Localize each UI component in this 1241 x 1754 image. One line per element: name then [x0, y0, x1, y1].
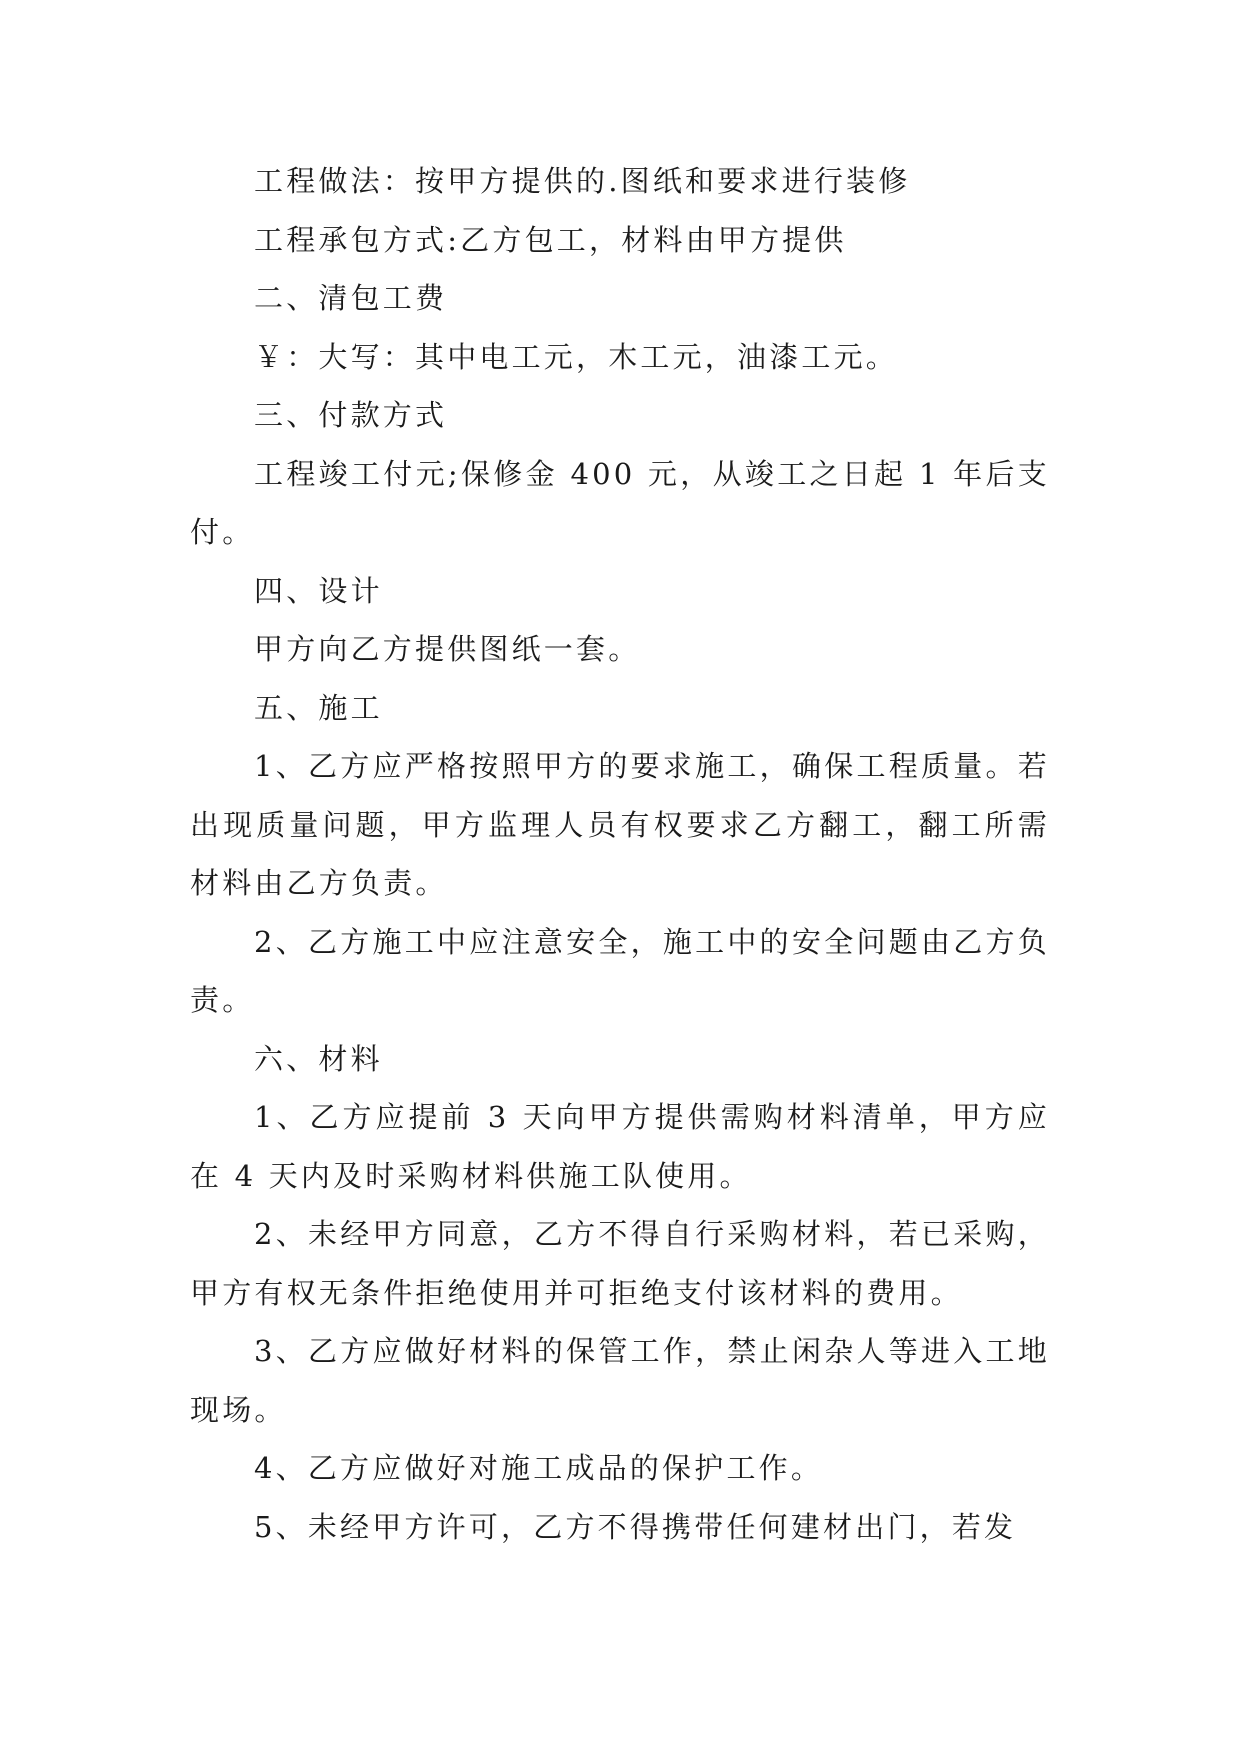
- paragraph-materials-3: 3、乙方应做好材料的保管工作，禁止闲杂人等进入工地现场。: [190, 1334, 1050, 1427]
- paragraph-payment-terms: 工程竣工付元;保修金 400 元，从竣工之日起 1 年后支付。: [190, 456, 1050, 549]
- paragraph-construction-2: 2、乙方施工中应注意安全，施工中的安全问题由乙方负责。: [190, 924, 1050, 1017]
- section-heading-design: 四、设计: [254, 573, 383, 608]
- paragraph-construction-1: 1、乙方应严格按照甲方的要求施工，确保工程质量。若出现质量问题，甲方监理人员有权要求乙方翻工，翻工所需材料由乙方负责。: [190, 749, 1050, 900]
- section-heading-labor-fee: 二、清包工费: [254, 281, 448, 315]
- section-heading-materials: 六、材料: [254, 1041, 383, 1076]
- paragraph-materials-4: 4、乙方应做好对施工成品的保护工作。: [254, 1451, 824, 1485]
- paragraph-fee-amount: ￥：大写：其中电工元，木工元，油漆工元。: [254, 339, 899, 374]
- paragraph-design: 甲方向乙方提供图纸一套。: [254, 632, 641, 666]
- paragraph-contract-mode: 工程承包方式:乙方包工，材料由甲方提供: [254, 222, 847, 257]
- paragraph-method: 工程做法：按甲方提供的.图纸和要求进行装修: [254, 164, 911, 198]
- section-heading-construction: 五、施工: [254, 690, 383, 725]
- paragraph-materials-2: 2、未经甲方同意，乙方不得自行采购材料，若已采购，甲方有权无条件拒绝使用并可拒绝支付该材料的费用。: [190, 1217, 1050, 1310]
- paragraph-materials-5: 5、未经甲方许可，乙方不得携带任何建材出门，若发: [254, 1509, 1017, 1544]
- section-heading-payment: 三、付款方式: [254, 398, 448, 432]
- document-body: [190, 152, 1050, 1556]
- paragraph-materials-1: 1、乙方应提前 3 天向甲方提供需购材料清单，甲方应在 4 天内及时采购材料供施工队使用。: [190, 1100, 1050, 1193]
